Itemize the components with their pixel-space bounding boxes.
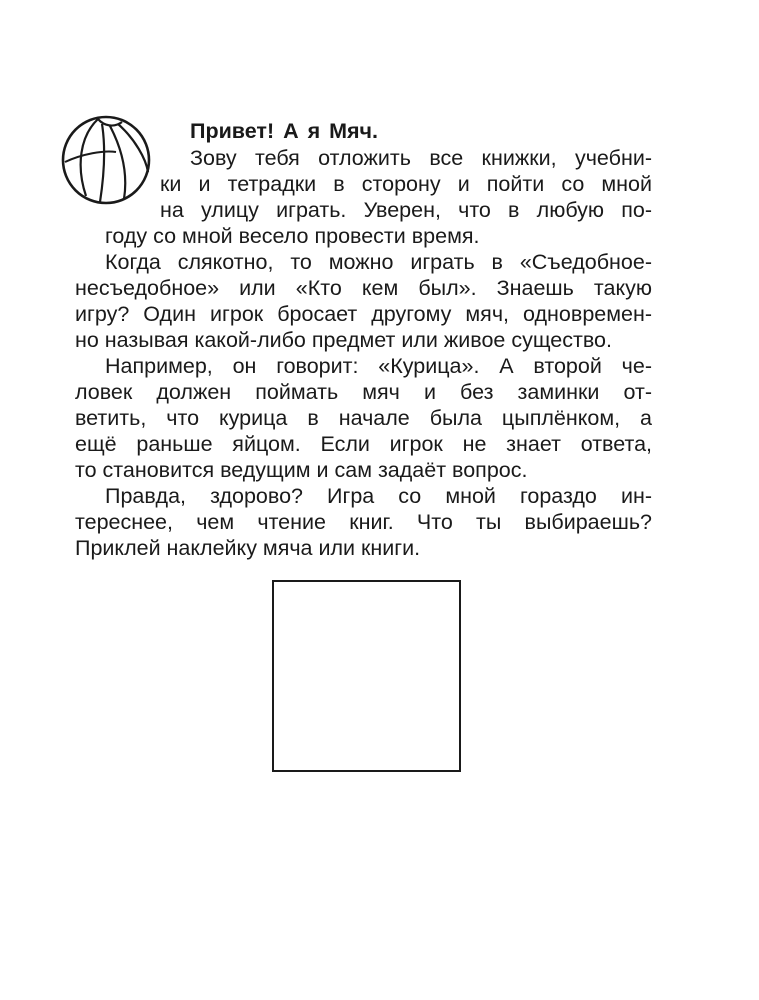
sticker-placement-box[interactable] bbox=[272, 580, 461, 772]
title-greeting: Привет! А я Мяч. bbox=[190, 119, 379, 143]
paragraph-4-line-2: тереснее, чем чтение книг. Что ты выбираешь? bbox=[75, 510, 652, 534]
paragraph-2-line-1: Когда слякотно, то можно играть в «Съедобное- bbox=[105, 250, 652, 274]
paragraph-1-line-3: на улицу играть. Уверен, что в любую по- bbox=[160, 198, 652, 222]
beach-ball-icon bbox=[60, 114, 152, 206]
paragraph-2-line-2: несъедобное» или «Кто кем был». Знаешь такую bbox=[75, 276, 652, 300]
paragraph-3-line-4: ещё раньше яйцом. Если игрок не знает ответа, bbox=[75, 432, 652, 456]
paragraph-1-line-4: году со мной весело провести время. bbox=[105, 224, 480, 248]
paragraph-3-line-2: ловек должен поймать мяч и без заминки от- bbox=[75, 380, 652, 404]
paragraph-2-line-4: но называя какой-либо предмет или живое существо. bbox=[75, 328, 612, 352]
paragraph-4-line-1: Правда, здорово? Игра со мной гораздо ин- bbox=[105, 484, 652, 508]
paragraph-3-line-1: Например, он говорит: «Курица». А второй че- bbox=[105, 354, 652, 378]
paragraph-4-line-3: Приклей наклейку мяча или книги. bbox=[75, 536, 421, 560]
paragraph-2-line-3: игру? Один игрок бросает другому мяч, одновремен- bbox=[75, 302, 652, 326]
paragraph-1-line-1: Зову тебя отложить все книжки, учебни- bbox=[190, 146, 652, 170]
paragraph-1-line-2: ки и тетрадки в сторону и пойти со мной bbox=[160, 172, 652, 196]
paragraph-3-line-3: ветить, что курица в начале была цыплёнком, а bbox=[75, 406, 652, 430]
paragraph-3-line-5: то становится ведущим и сам задаёт вопрос. bbox=[75, 458, 528, 482]
